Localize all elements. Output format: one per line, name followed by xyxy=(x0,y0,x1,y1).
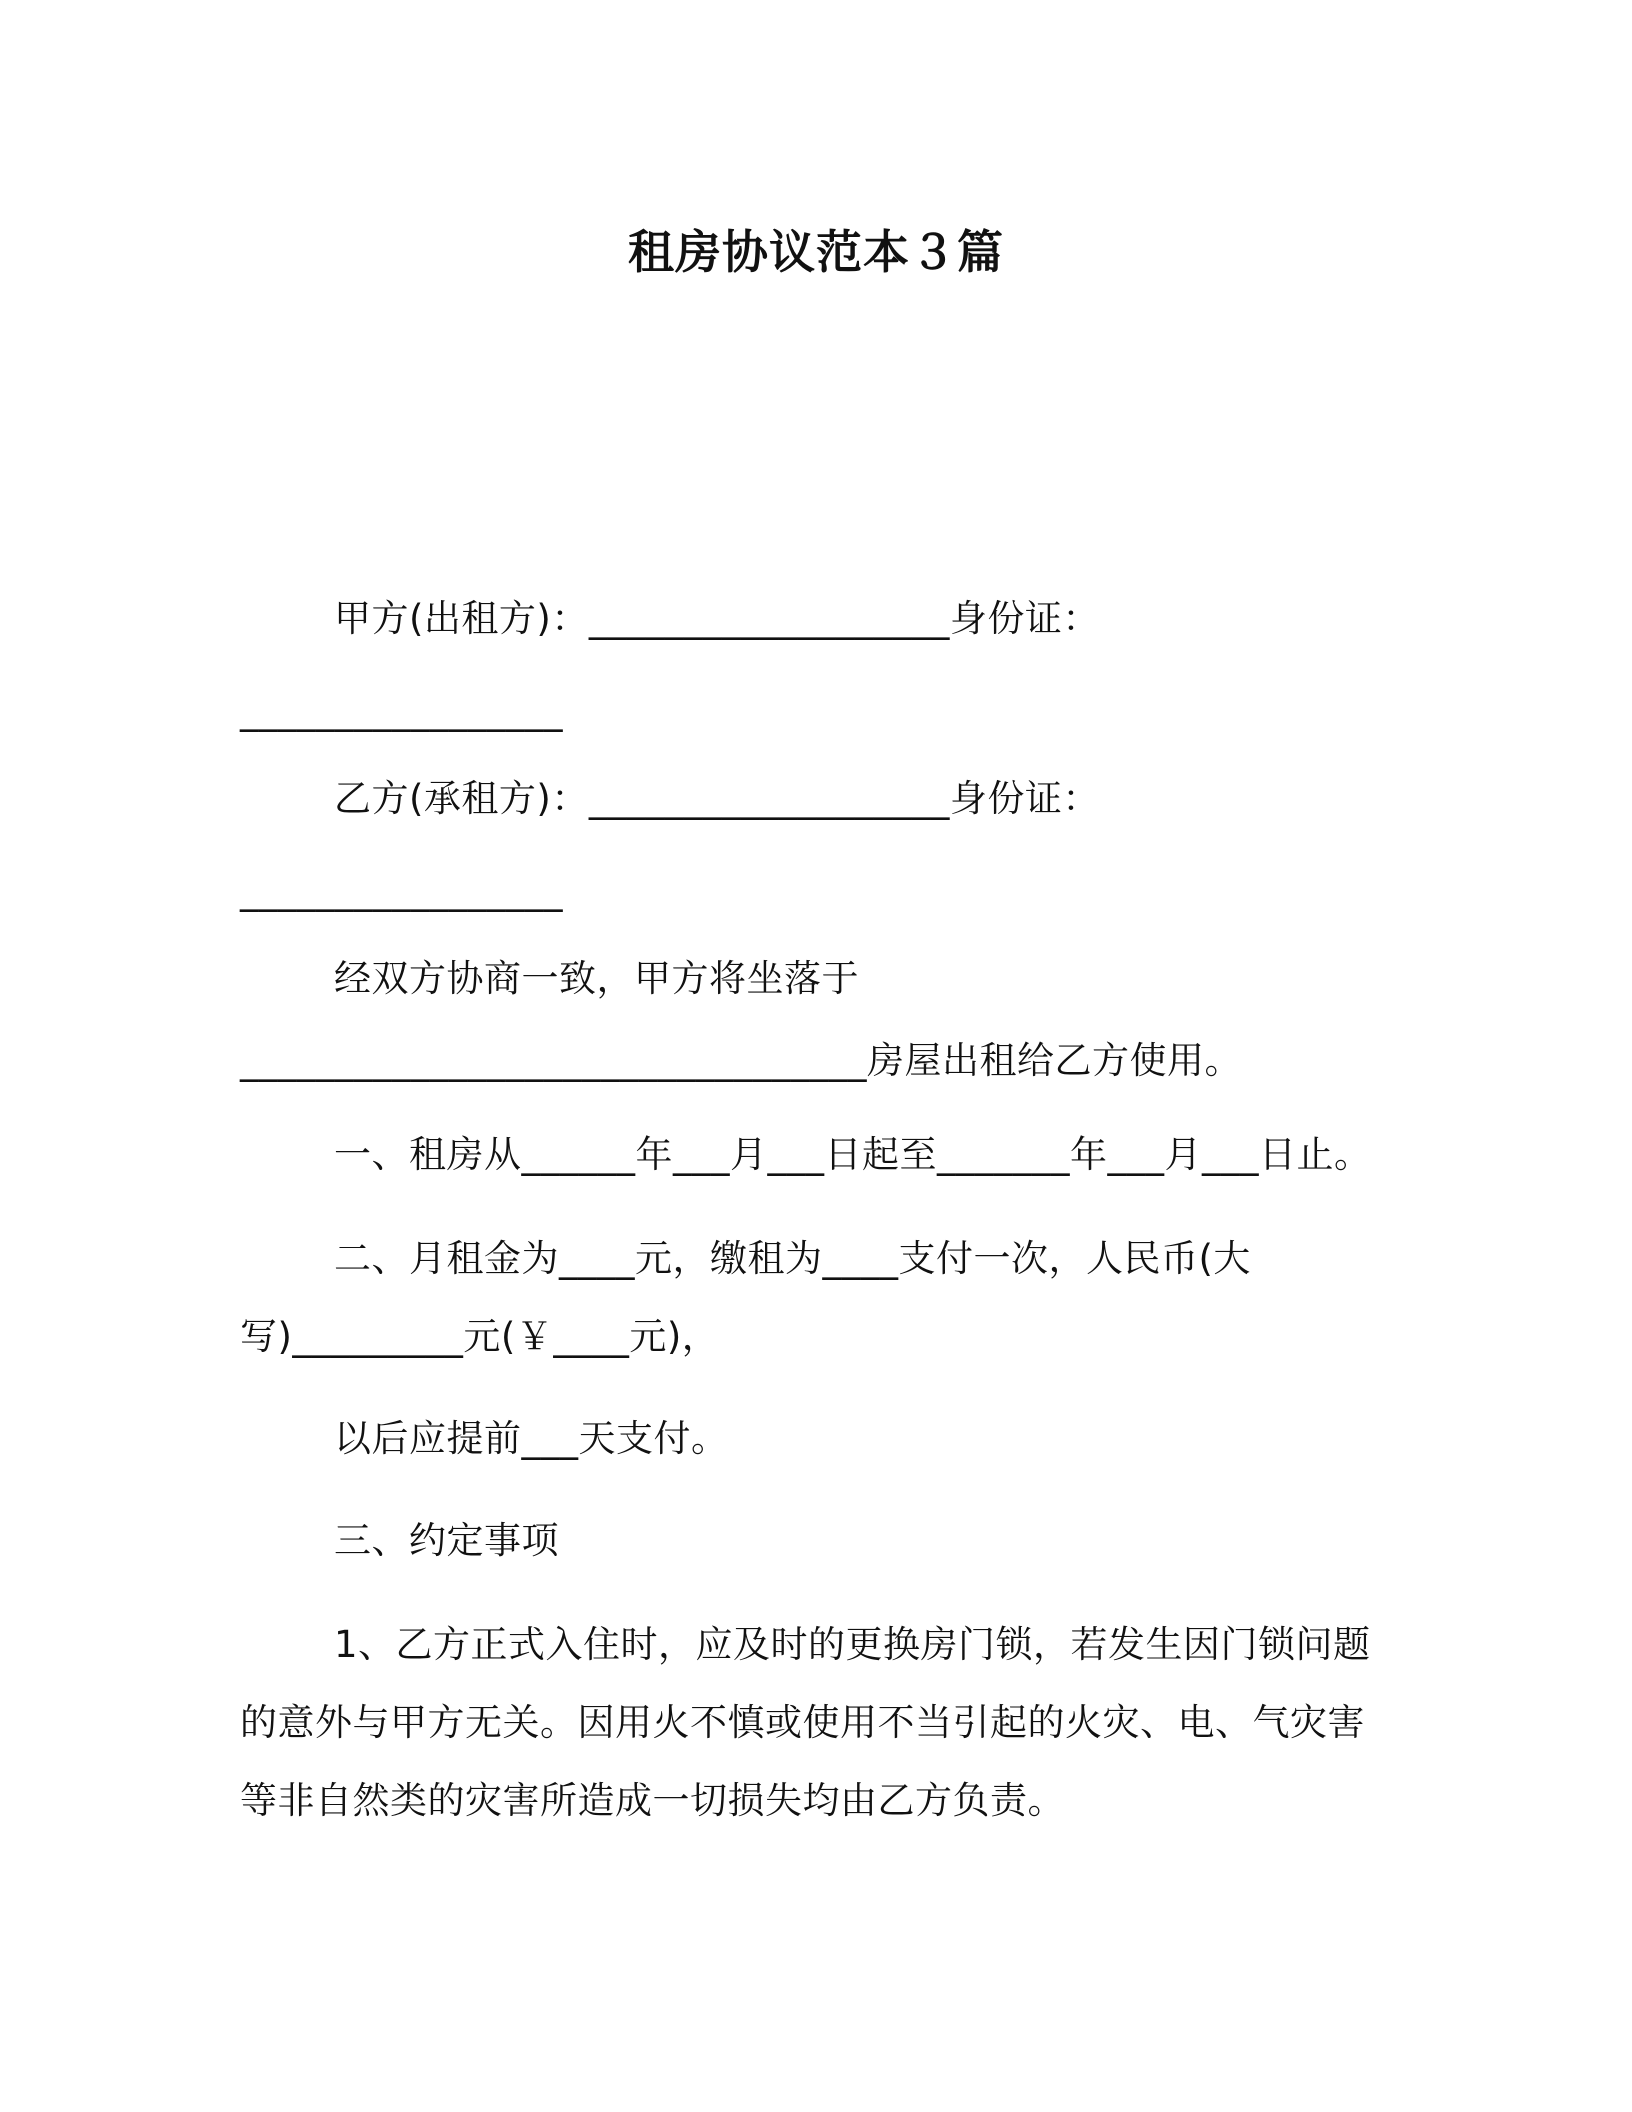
agreement-intro: 经双方协商一致，甲方将坐落于 xyxy=(334,957,859,1000)
property-location-line: _________________________________房屋出租给乙方使用。 xyxy=(240,1039,1242,1082)
party-a-line: 甲方(出租方)：___________________身份证： xyxy=(334,597,1100,640)
party-a-id-blank: _________________ xyxy=(240,689,563,732)
clause-2-payment-notice: 以后应提前___天支付。 xyxy=(334,1417,729,1460)
clause-2-rent-amount: 写)_________元(￥____元)， xyxy=(240,1315,720,1358)
clause-2-rent: 二、月租金为____元，缴租为____支付一次，人民币(大 xyxy=(334,1237,1251,1280)
document-title: 租房协议范本３篇 xyxy=(628,225,1004,279)
clause-3-item-1-line-2: 的意外与甲方无关。因用火不慎或使用不当引起的火灾、电、气灾害 xyxy=(240,1701,1365,1744)
clause-3-item-1-line-3: 等非自然类的灾害所造成一切损失均由乙方负责。 xyxy=(240,1779,1065,1822)
party-b-line: 乙方(承租方)：___________________身份证： xyxy=(334,777,1100,820)
clause-3-heading: 三、约定事项 xyxy=(334,1519,559,1562)
clause-1-term: 一、租房从______年___月___日起至_______年___月___日止。 xyxy=(334,1133,1372,1176)
party-b-id-blank: _________________ xyxy=(240,869,563,912)
clause-3-item-1-line-1: 1、乙方正式入住时，应及时的更换房门锁，若发生因门锁问题 xyxy=(334,1623,1371,1666)
